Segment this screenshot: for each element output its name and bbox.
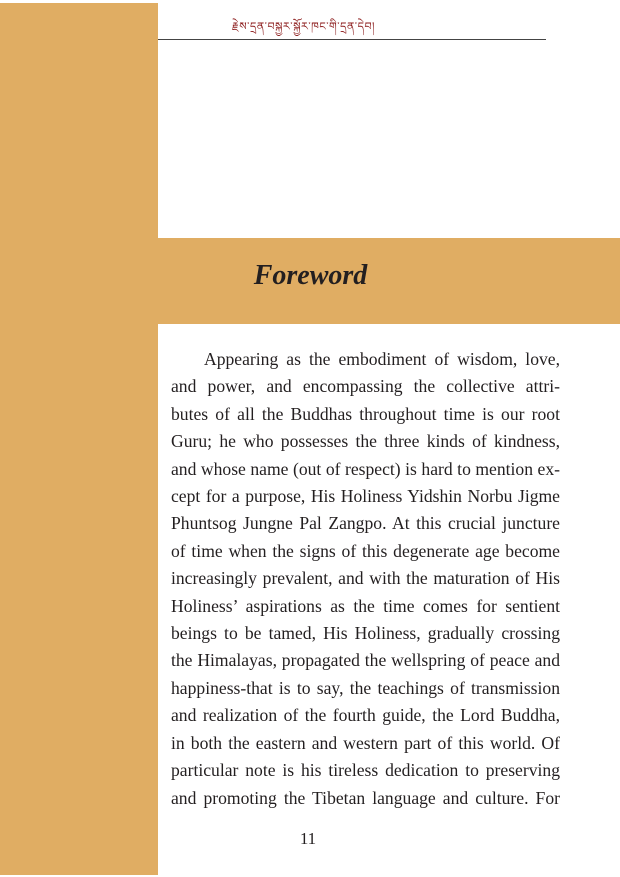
body-line: in both the eastern and western part of this world. Of — [171, 732, 560, 753]
body-line: Holiness’ aspirations as the time comes for sentient — [171, 595, 560, 616]
body-line: beings to be tamed, His Holiness, gradually crossing — [171, 623, 560, 644]
left-decorative-band — [0, 3, 158, 875]
header-rule — [158, 39, 546, 40]
body-line: and whose name (out of respect) is hard to mention ex- — [171, 458, 560, 479]
page-number: 11 — [299, 829, 317, 848]
body-line: of time when the signs of this degenerate age become — [171, 540, 560, 561]
body-line: Appearing as the embodiment of wisdom, love, — [204, 349, 560, 369]
body-line: butes of all the Buddhas throughout time is our root — [171, 403, 560, 424]
body-text — [171, 346, 560, 812]
body-line: the Himalayas, propagated the wellspring of peace and — [171, 650, 560, 671]
body-line: Guru; he who possesses the three kinds of kindness, — [171, 431, 560, 452]
body-line: and promoting the Tibetan language and culture. For — [171, 787, 560, 808]
body-line: and power, and encompassing the collective attri- — [171, 376, 560, 397]
page-title: Foreword — [253, 260, 368, 291]
running-header: རྗེས་དྲན་བསྐྱར་སྐྱོར་ཁང་གི་དྲན་དེབ། — [232, 20, 375, 33]
body-line: and realization of the fourth guide, the Lord Buddha, — [171, 705, 560, 726]
body-line: cept for a purpose, His Holiness Yidshin Norbu Jigme — [171, 486, 560, 507]
body-line: particular note is his tireless dedication to preserving — [171, 760, 560, 781]
body-line: increasingly prevalent, and with the maturation of His — [171, 568, 560, 589]
body-line: Phuntsog Jungne Pal Zangpo. At this crucial juncture — [171, 513, 560, 534]
body-line: happiness-that is to say, the teachings of transmission — [171, 677, 560, 698]
